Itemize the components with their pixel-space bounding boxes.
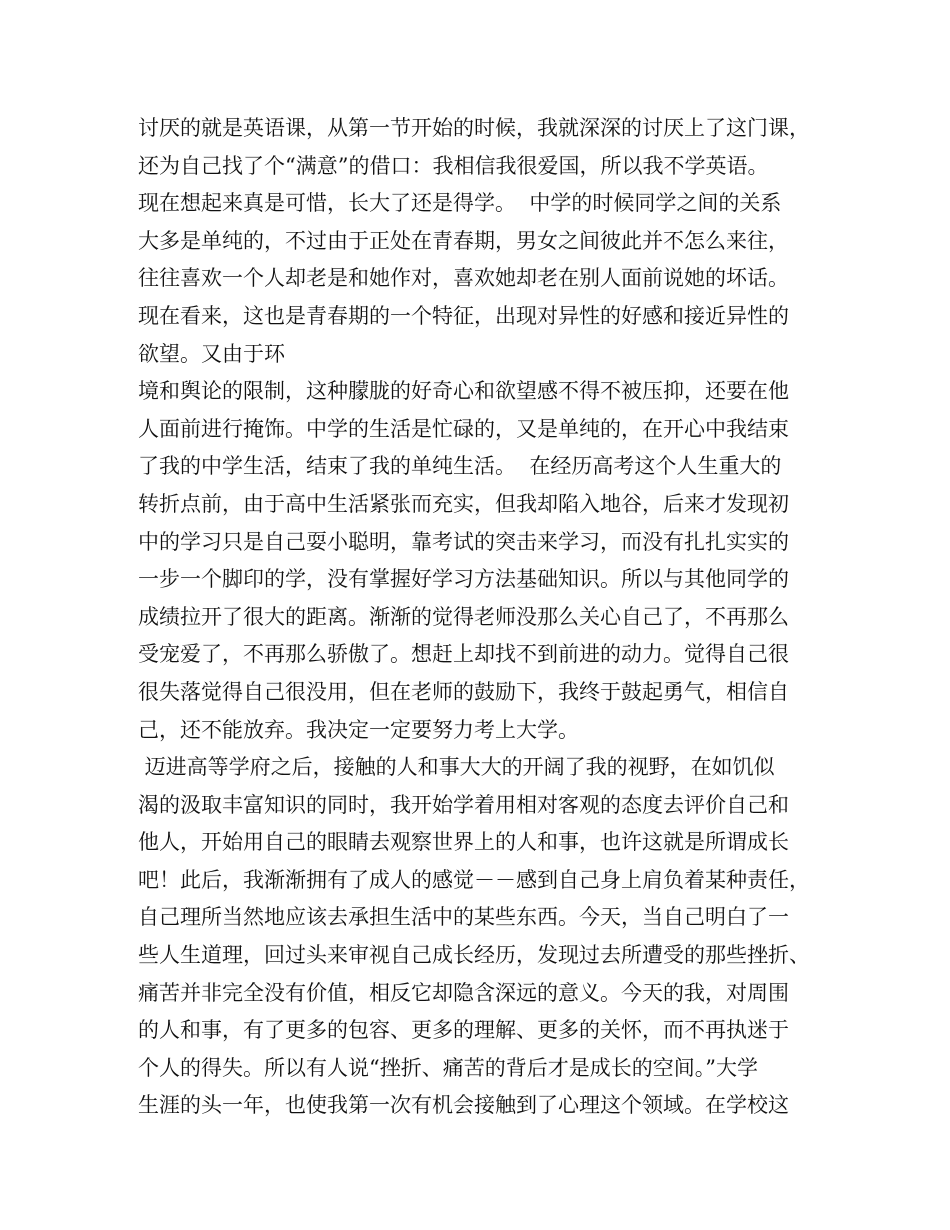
text-line: 还为自己找了个“满意”的借口：我相信我很爱国，所以我不学英语。 — [138, 153, 769, 178]
text-line: 大多是单纯的，不过由于正处在青春期，男女之间彼此并不怎么来往， — [138, 228, 789, 253]
text-line: 很失落觉得自己很没用，但在老师的鼓励下，我终于鼓起勇气，相信自 — [138, 679, 789, 704]
text-line: 了我的中学生活，结束了我的单纯生活。 在经历高考这个人生重大的 — [138, 454, 782, 479]
text-line: 欲望。又由于环 — [138, 341, 285, 366]
text-line: 往往喜欢一个人却老是和她作对，喜欢她却老在别人面前说她的坏话。 — [138, 266, 789, 291]
text-line: 痛苦并非完全没有价值，相反它却隐含深远的意义。今天的我，对周围 — [138, 980, 789, 1005]
text-line: 讨厌的就是英语课，从第一节开始的时候，我就深深的讨厌上了这门课， — [138, 116, 810, 140]
text-line: 受宠爱了，不再那么骄傲了。想赶上却找不到前进的动力。觉得自己很 — [138, 642, 789, 667]
text-line: 成绩拉开了很大的距离。渐渐的觉得老师没那么关心自己了，不再那么 — [138, 604, 789, 629]
text-line: 些人生道理，回过头来审视自己成长经历，发现过去所遭受的那些挫折、 — [138, 943, 810, 968]
text-line: 转折点前，由于高中生活紧张而充实，但我却陷入地谷，后来才发现初 — [138, 491, 789, 516]
text-line: 自己理所当然地应该去承担生活中的某些东西。今天，当自己明白了一 — [138, 905, 789, 930]
text-line: 境和舆论的限制，这种朦胧的好奇心和欲望感不得不被压抑，还要在他 — [138, 379, 789, 404]
text-line: 渴的汲取丰富知识的同时，我开始学着用相对客观的态度去评价自己和 — [138, 792, 789, 817]
text-line: 的人和事，有了更多的包容、更多的理解、更多的关怀，而不再执迷于 — [138, 1018, 789, 1043]
text-line: 吧！此后，我渐渐拥有了成人的感觉－－感到自己身上肩负着某种责任， — [138, 867, 810, 892]
text-line: 现在想起来真是可惜，长大了还是得学。 中学的时候同学之间的关系 — [138, 191, 782, 216]
text-line: 中的学习只是自己耍小聪明，靠考试的突击来学习，而没有扎扎实实的 — [138, 529, 789, 554]
text-line: 现在看来，这也是青春期的一个特征，出现对异性的好感和接近异性的 — [138, 303, 789, 328]
text-line: 他人，开始用自己的眼睛去观察世界上的人和事，也许这就是所谓成长 — [138, 830, 789, 855]
text-line: 人面前进行掩饰。中学的生活是忙碌的，又是单纯的，在开心中我结束 — [138, 416, 789, 441]
text-line: 一步一个脚印的学，没有掌握好学习方法基础知识。所以与其他同学的 — [138, 567, 789, 592]
text-line: 生涯的头一年，也使我第一次有机会接触到了心理这个领域。在学校这 — [138, 1093, 789, 1118]
text-line: 迈进高等学府之后，接触的人和事大大的开阔了我的视野，在如饥似 — [138, 755, 775, 780]
text-line: 己，还不能放弃。我决定一定要努力考上大学。 — [138, 717, 579, 742]
body-text — [138, 110, 838, 1125]
text-line: 个人的得失。所以有人说“挫折、痛苦的背后才是成长的空间。”大学 — [138, 1055, 758, 1080]
